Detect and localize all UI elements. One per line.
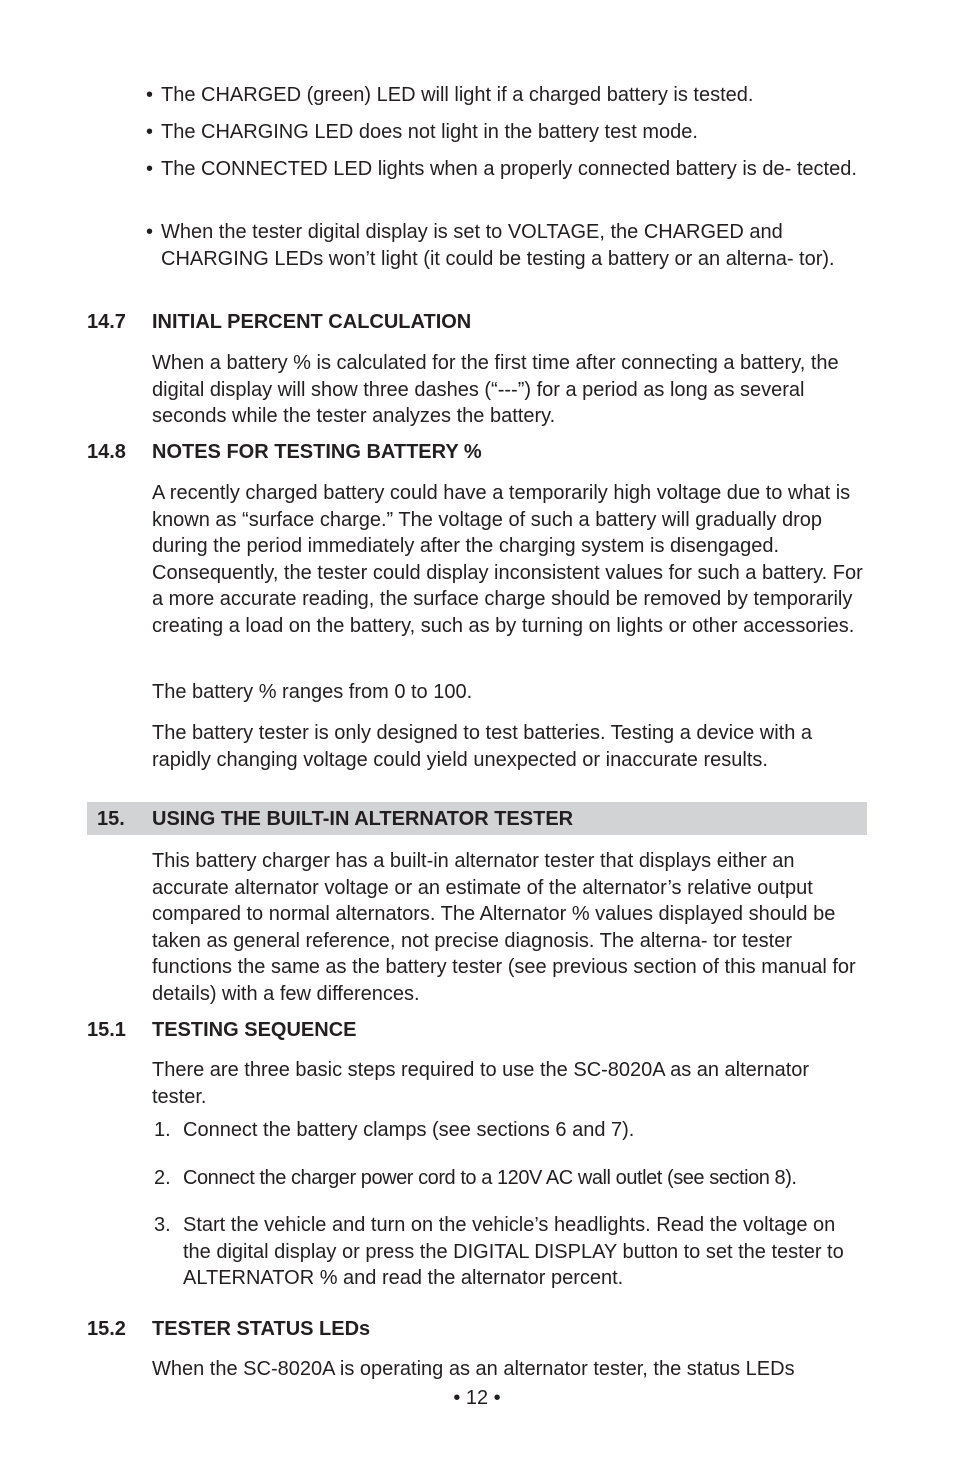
section-number: 14.8 (87, 441, 126, 463)
section-number: 15.1 (87, 1019, 126, 1041)
section-title: TESTER STATUS LEDs (152, 1318, 371, 1340)
step-item (154, 1165, 868, 1192)
step-item (154, 1117, 868, 1144)
step-number: 1. (154, 1119, 171, 1141)
bullet-text: When the tester digital display is set to VOLTAGE, the CHARGED and CHARGING LEDs won’t light (it could be testing a battery or an alterna- tor). (161, 221, 835, 270)
section-14-8-paragraph: The battery tester is only designed to test batteries. Testing a device with a rapidly changing voltage could yield unexpected or inaccurate results. (152, 722, 812, 771)
bullet-text: The CONNECTED LED lights when a properly connected battery is de- tected. (161, 158, 857, 180)
step-item (154, 1212, 868, 1292)
section-14-8-paragraph: The battery % ranges from 0 to 100. (152, 681, 473, 703)
bullet-marker: • (146, 221, 154, 243)
bullet-marker: • (146, 121, 154, 143)
bullet-connected-led (146, 156, 866, 183)
section-title: USING THE BUILT-IN ALTERNATOR TESTER (152, 808, 574, 830)
bullet-marker: • (146, 158, 154, 180)
section-14-7-body: When a battery % is calculated for the first time after connecting a battery, the digital display will show three dashes (“---”) for a period as long as several seconds while the tester analyzes the battery. (152, 352, 839, 427)
page-number: • 12 • (453, 1387, 501, 1409)
section-title: TESTING SEQUENCE (152, 1019, 357, 1041)
section-15-body: This battery charger has a built-in alternator tester that displays either an accurate alternator voltage or an estimate of the alternator’s relative output compared to normal alternators. The Alternator % values displayed should be taken as general reference, not precise diagnosis. The alterna- tor tester functions the same as the battery tester (see previous section of this manual for details) with a few differences. (152, 850, 856, 1005)
bullet-charged-led (146, 82, 866, 109)
section-title: NOTES FOR TESTING BATTERY % (152, 441, 482, 463)
bullet-text: The CHARGING LED does not light in the battery test mode. (161, 121, 698, 143)
bullet-voltage-mode (146, 219, 866, 272)
bullet-charging-led (146, 119, 866, 146)
step-text: Connect the battery clamps (see sections 6 and 7). (183, 1119, 635, 1141)
section-15-1-intro: There are three basic steps required to use the SC-8020A as an alternator tester. (152, 1059, 810, 1108)
section-15-2-body: When the SC-8020A is operating as an alternator tester, the status LEDs (152, 1358, 795, 1380)
step-text: Start the vehicle and turn on the vehicle’s headlights. Read the voltage on the digital display or press the DIGITAL DISPLAY button to set the tester to ALTERNATOR % and read the alternator percent. (183, 1214, 844, 1289)
step-number: 3. (154, 1214, 171, 1236)
section-14-8-paragraph: A recently charged battery could have a temporarily high voltage due to what is known as “surface charge.” The voltage of such a battery will gradually drop during the period immediately after the charging system is disengaged. Consequently, the tester could display inconsistent values for such a battery. For a more accurate reading, the surface charge should be removed by temporarily creating a load on the battery, such as by turning on lights or other accessories. (152, 482, 863, 637)
bullet-marker: • (146, 84, 154, 106)
bullet-text: The CHARGED (green) LED will light if a charged battery is tested. (161, 84, 754, 106)
section-number: 14.7 (87, 311, 126, 333)
section-banner-15 (87, 802, 867, 835)
section-number: 15. (97, 808, 125, 830)
section-number: 15.2 (87, 1318, 126, 1340)
step-text: Connect the charger power cord to a 120V AC wall outlet (see section 8). (183, 1167, 797, 1189)
section-title: INITIAL PERCENT CALCULATION (152, 311, 472, 333)
step-number: 2. (154, 1167, 171, 1189)
